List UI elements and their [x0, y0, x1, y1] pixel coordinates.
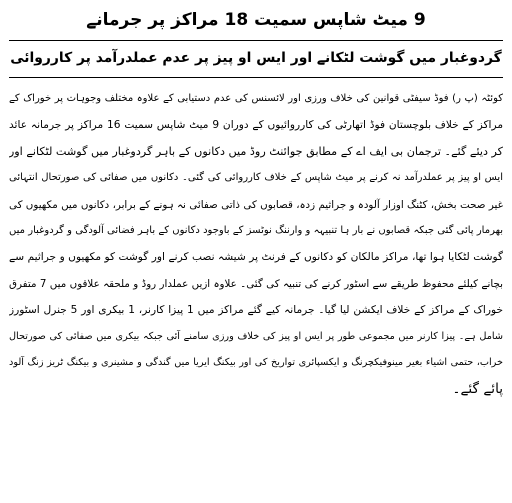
body-line-9: خوراک کے مراکز کے خلاف ایکشن لیا گیا۔ جرمانہ کیے گئے مراکز میں 1 پیزا کارنر، 1 بیکری اور 5 جنرل اسٹورز: [9, 304, 503, 317]
headline-divider: [9, 40, 503, 41]
body-line-10: شامل ہے۔ پیزا کارنر میں مجموعی طور پر ایس او پیز کی خلاف ورزی سامنے آئی جبکہ بیکری میں صفائی کی صورتحال: [9, 330, 503, 342]
body-line-11: خراب، حتمی اشیاء بغیر مینوفیکچرنگ و ایکسپائری تواریخ کی اور بیکنگ ایریا میں گندگی و مشینری و بیکنگ ٹریز زنگ آلود: [9, 357, 503, 369]
article-body: [9, 86, 503, 403]
body-line-8: بچانے کیلئے محفوظ طریقے سے اسٹور کرنے کی تنبیہ کی گئی۔ علاوہ ازیں عملدار روڈ و ملحقہ علاقوں میں 7 متفرق: [9, 277, 503, 290]
body-line-3: کر دیئے گئے۔ ترجمان بی ایف اے کے مطابق جوائنٹ روڈ میں دکانوں کے باہر گردوغبار میں گوشت لٹکانے اور: [9, 144, 503, 158]
body-line-6: بھرمار پائی گئی جبکہ قصابوں نے بار ہا تنبیہہ و وارننگ نوٹسز کے باوجود دکانوں کے باہر فضائی آلودگی و گردوغبار میں: [9, 225, 503, 237]
subheadline: گردوغبار میں گوشت لٹکانے اور ایس او پیز پر عدم عملدرآمد پر کارروائی: [10, 50, 502, 66]
body-line-7: گوشت لٹکایا ہوا تھا، مراکز مالکان کو دکانوں کے فرنٹ پر شیشہ نصب کرنے اور گوشت کو مکھیوں و جراثیم سے: [9, 251, 503, 264]
body-line-1: کوئٹہ (پ ر) فوڈ سیفٹی قوانین کی خلاف ورزی اور لائسنس کی عدم دستیابی کے علاوہ مختلف وجوہات پر خوراک کے: [9, 93, 503, 104]
subheadline-divider: [9, 77, 503, 78]
body-line-12: پائے گئے۔: [452, 381, 503, 398]
body-line-2: مراکز کے خلاف بلوچستان فوڈ اتھارٹی کی کارروائیوں کے دوران 9 میٹ شاپس سمیت 16 مراکز پر جرمانہ عائد: [9, 119, 503, 132]
body-line-5: غیر صحت بخش، کٹنگ اوزار آلودہ و جراثیم زدہ، قصابوں کی ذاتی صفائی نہ ہونے کے برابر، دکانوں میں مکھیوں کی: [9, 198, 503, 211]
headline: 9 میٹ شاپس سمیت 18 مراکز پر جرمانے: [86, 10, 426, 30]
body-line-4: ایس او پیز پر عملدرآمد نہ کرنے پر میٹ شاپس کے خلاف کارروائی کی گئی۔ دکانوں میں صفائی کی صورتحال انتہائی: [9, 172, 503, 184]
